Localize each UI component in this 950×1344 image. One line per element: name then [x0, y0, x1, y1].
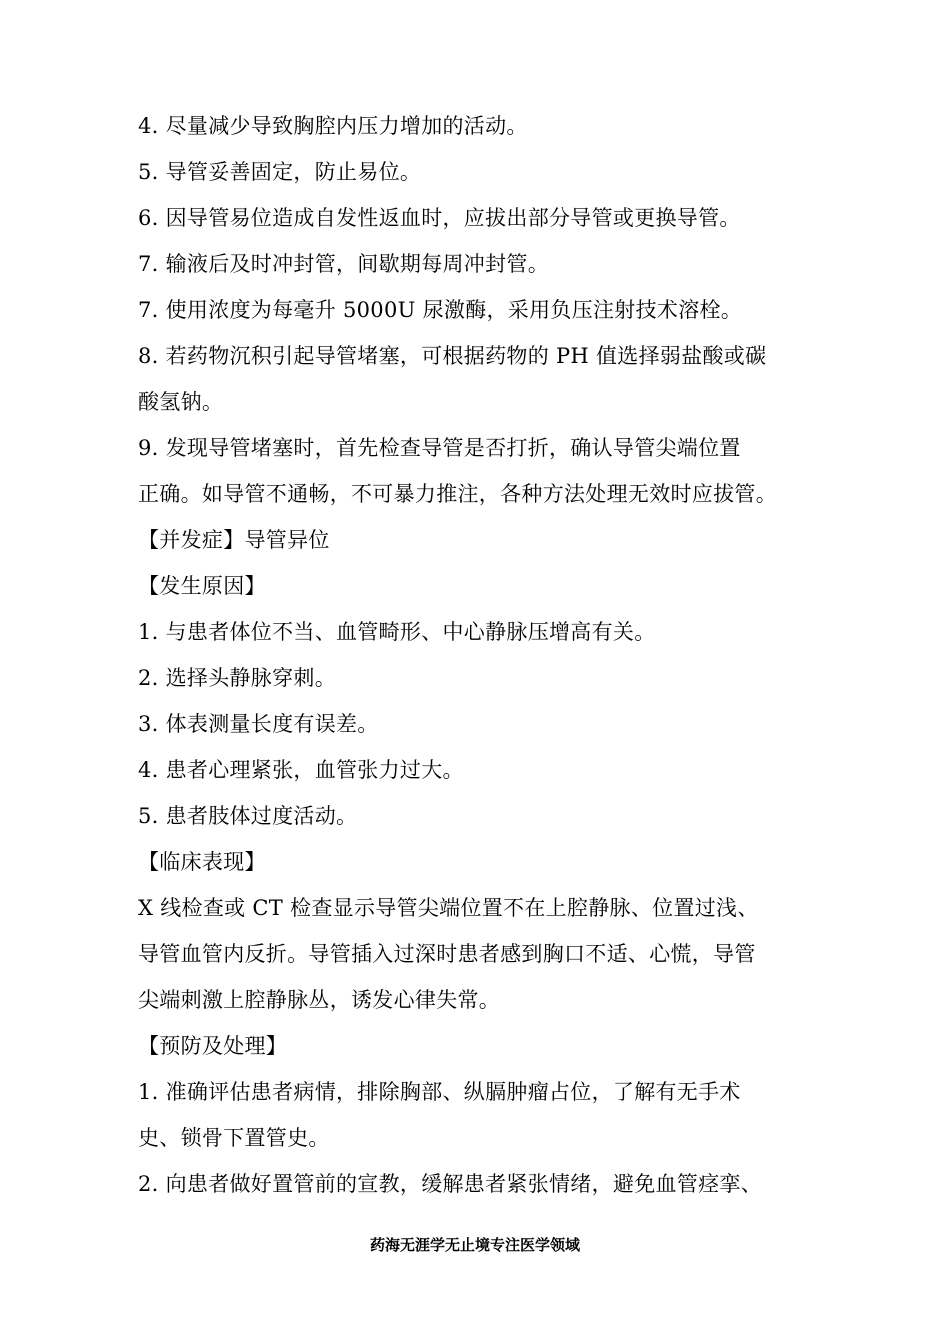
section-heading-clinical: 【临床表现】 [138, 850, 266, 874]
text-line: 6. 因导管易位造成自发性返血时，应拔出部分导管或更换导管。 [138, 206, 741, 230]
text-line: 7. 使用浓度为每毫升 5000U 尿激酶，采用负压注射技术溶栓。 [138, 298, 743, 322]
section-heading-complication: 【并发症】导管异位 [138, 528, 330, 552]
text-line: 5. 患者肢体过度活动。 [138, 804, 358, 828]
text-line: 5. 导管妥善固定，防止易位。 [138, 160, 422, 184]
text-line: 正确。如导管不通畅，不可暴力推注，各种方法处理无效时应拔管。 [138, 482, 777, 506]
section-heading-cause: 【发生原因】 [138, 574, 266, 598]
section-heading-prevention: 【预防及处理】 [138, 1034, 288, 1058]
text-line: 导管血管内反折。导管插入过深时患者感到胸口不适、心慌，导管 [138, 942, 756, 966]
text-line: 酸氢钠。 [138, 390, 224, 414]
text-line: 2. 向患者做好置管前的宣教，缓解患者紧张情绪，避免血管痉挛、 [138, 1172, 763, 1196]
page-footer: 药海无涯学无止境专注医学领域 [369, 1236, 580, 1254]
text-line: 1. 准确评估患者病情，排除胸部、纵膈肿瘤占位，了解有无手术 [138, 1080, 741, 1104]
text-line: X 线检查或 CT 检查显示导管尖端位置不在上腔静脉、位置过浅、 [138, 896, 759, 920]
text-line: 史、锁骨下置管史。 [138, 1126, 330, 1150]
text-line: 8. 若药物沉积引起导管堵塞，可根据药物的 PH 值选择弱盐酸或碳 [138, 344, 767, 368]
text-line: 1. 与患者体位不当、血管畸形、中心静脉压增高有关。 [138, 620, 656, 644]
text-line: 3. 体表测量长度有误差。 [138, 712, 379, 736]
text-line: 2. 选择头静脉穿刺。 [138, 666, 337, 690]
text-line: 4. 患者心理紧张，血管张力过大。 [138, 758, 464, 782]
text-line: 7. 输液后及时冲封管，间歇期每周冲封管。 [138, 252, 550, 276]
text-line: 9. 发现导管堵塞时，首先检查导管是否打折，确认导管尖端位置 [138, 436, 741, 460]
document-body [138, 103, 838, 1207]
text-line: 4. 尽量减少导致胸腔内压力增加的活动。 [138, 114, 528, 138]
text-line: 尖端刺激上腔静脉丛，诱发心律失常。 [138, 988, 501, 1012]
